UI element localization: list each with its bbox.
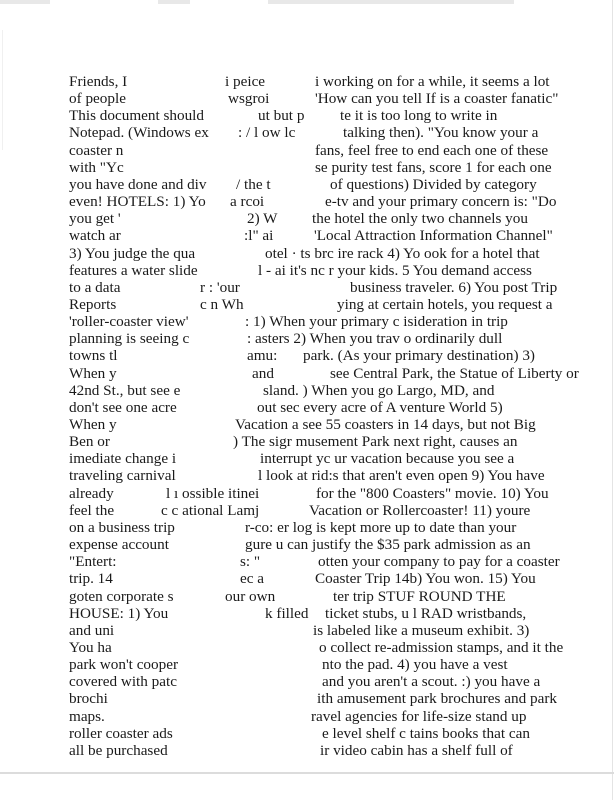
text-fragment: e level shelf c tains books that can xyxy=(322,724,530,742)
text-fragment: Notepad. (Windows ex xyxy=(69,124,209,142)
text-fragment: 3) You judge the qua xyxy=(69,244,196,262)
text-fragment: Coaster Trip 14b) You won. 15) You xyxy=(315,570,536,588)
text-line xyxy=(0,519,616,536)
text-fragment: our own xyxy=(225,587,276,605)
text-fragment: amu: xyxy=(247,347,278,365)
text-fragment: ter trip STUF ROUND THE xyxy=(333,587,506,605)
text-line xyxy=(0,296,616,313)
text-fragment: 'roller-coaster view' xyxy=(69,313,189,331)
text-fragment: otel · ts brc ire rack 4) Yo ook for a hotel that xyxy=(265,244,540,262)
text-fragment: When y xyxy=(69,364,117,382)
text-fragment: 42nd St., but see e xyxy=(69,381,181,399)
text-fragment: Ben or xyxy=(69,433,110,451)
text-fragment: and uni xyxy=(69,621,115,639)
text-fragment: l look at rid:s that aren't even open 9) You have xyxy=(258,467,545,485)
text-fragment: ith amusement park brochures and park xyxy=(317,690,557,708)
text-fragment: the hotel the only two channels you xyxy=(312,210,528,228)
text-line xyxy=(0,656,616,673)
scan-artifact-top-left xyxy=(0,0,50,4)
text-line xyxy=(0,450,616,467)
text-fragment: r : 'our xyxy=(200,278,240,296)
text-fragment: features a water slide xyxy=(69,261,198,279)
text-fragment: feel the xyxy=(69,501,115,519)
text-fragment: 'How can you tell If is a coaster fanatic" xyxy=(315,90,559,108)
text-fragment: ying at certain hotels, you request a xyxy=(337,295,553,313)
text-fragment: to a data xyxy=(69,278,121,296)
text-fragment: even! HOTELS: 1) Yo xyxy=(69,193,206,211)
text-line xyxy=(0,245,616,262)
text-line xyxy=(0,210,616,227)
text-line xyxy=(0,90,616,107)
text-line xyxy=(0,725,616,742)
text-fragment: you have done and div xyxy=(69,175,207,193)
text-fragment: see Central Park, the Statue of Liberty or xyxy=(330,364,579,382)
text-fragment: covered with patc xyxy=(69,673,177,691)
text-fragment: ravel agencies for life-size stand up xyxy=(311,707,527,725)
text-fragment: Vacation or Rollercoaster! 11) youre xyxy=(309,501,531,519)
text-fragment: l ı ossible itinei xyxy=(166,484,260,502)
text-fragment: coaster n xyxy=(69,141,124,159)
text-fragment: planning is seeing c xyxy=(69,330,190,348)
text-line xyxy=(0,347,616,364)
text-line xyxy=(0,553,616,570)
text-line xyxy=(0,124,616,141)
text-fragment: talking then). "You know your a xyxy=(343,124,539,142)
text-line xyxy=(0,467,616,484)
text-line xyxy=(0,262,616,279)
text-fragment: trip. 14 xyxy=(69,570,113,588)
text-line xyxy=(0,399,616,416)
text-fragment: for the "800 Coasters" movie. 10) You xyxy=(316,484,549,502)
text-fragment: : asters 2) When you trav o ordinarily dull xyxy=(247,330,503,348)
text-fragment: nto the pad. 4) you have a vest xyxy=(322,656,508,674)
scan-artifact-top-right xyxy=(268,0,514,4)
text-line xyxy=(0,588,616,605)
text-line xyxy=(0,159,616,176)
text-fragment: i peice xyxy=(225,73,266,90)
text-fragment: Vacation a see 55 coasters in 14 days, but not Big xyxy=(235,416,536,433)
text-line xyxy=(0,690,616,707)
text-line xyxy=(0,227,616,244)
text-fragment: When y xyxy=(69,416,117,433)
text-fragment: you get ' xyxy=(69,210,121,228)
text-fragment: otten your company to pay for a coaster xyxy=(318,553,560,571)
text-fragment: interrupt yc ur vacation because you see a xyxy=(260,450,515,468)
text-line xyxy=(0,536,616,553)
text-fragment: park. (As your primary destination) 3) xyxy=(303,347,535,365)
text-fragment: roller coaster ads xyxy=(69,724,173,742)
text-fragment: gure u can justify the $35 park admission as an xyxy=(245,536,531,554)
text-line xyxy=(0,502,616,519)
text-fragment: :l" ai xyxy=(244,227,274,245)
text-fragment: out sec every acre of A venture World 5) xyxy=(257,398,503,416)
text-line xyxy=(0,279,616,296)
text-fragment: business traveler. 6) You post Trip xyxy=(350,278,558,296)
text-line xyxy=(0,622,616,639)
text-fragment: You ha xyxy=(69,638,112,656)
text-fragment: ) The sigr musement Park next right, causes an xyxy=(233,433,518,451)
text-fragment: : / l ow lc xyxy=(238,124,296,142)
text-fragment: k filled xyxy=(265,604,309,622)
text-line xyxy=(0,365,616,382)
text-fragment: i working on for a while, it seems a lot xyxy=(315,73,550,90)
text-fragment: l - ai it's nc r your kids. 5 You demand access xyxy=(258,261,532,279)
text-fragment: c c ational Lamj xyxy=(161,501,260,519)
text-fragment: c n Wh xyxy=(200,295,244,313)
text-fragment: "Entert: xyxy=(69,553,117,571)
text-line xyxy=(0,605,616,622)
text-fragment: te it is too long to write in xyxy=(340,107,498,125)
text-line xyxy=(0,382,616,399)
text-fragment: ut but p xyxy=(258,107,305,125)
text-line xyxy=(0,708,616,725)
text-line xyxy=(0,433,616,450)
text-fragment: park won't cooper xyxy=(69,656,179,674)
text-line xyxy=(0,142,616,159)
text-line xyxy=(0,673,616,690)
text-fragment: with "Yc xyxy=(69,158,124,176)
text-fragment: and you aren't a scout. :) you have a xyxy=(322,673,541,691)
text-fragment: HOUSE: 1) You xyxy=(69,604,169,622)
text-fragment: / the t xyxy=(236,175,271,193)
text-fragment: se purity test fans, score 1 for each one xyxy=(315,158,552,176)
text-line xyxy=(0,313,616,330)
text-fragment: e-tv and your primary concern is: "Do xyxy=(325,193,557,211)
text-fragment: all be purchased xyxy=(69,741,168,759)
text-fragment: Reports xyxy=(69,295,117,313)
text-fragment: is labeled like a museum exhibit. 3) xyxy=(313,621,530,639)
text-fragment: r-co: er log is kept more up to date than your xyxy=(245,518,517,536)
text-fragment: on a business trip xyxy=(69,518,175,536)
text-fragment: wsgroi xyxy=(228,90,270,108)
text-fragment: 2) W xyxy=(247,210,278,228)
text-fragment: watch ar xyxy=(69,227,121,245)
text-line xyxy=(0,742,616,759)
text-fragment: imediate change i xyxy=(69,450,177,468)
text-fragment: ir video cabin has a shelf full of xyxy=(320,741,513,759)
text-line xyxy=(0,73,616,90)
text-fragment: o collect re-admission stamps, and it the xyxy=(319,638,564,656)
text-fragment: sland. ) When you go Largo, MD, and xyxy=(263,381,495,399)
text-line xyxy=(0,176,616,193)
text-fragment: a rcoi xyxy=(230,193,265,211)
text-fragment: and xyxy=(252,364,274,382)
text-line xyxy=(0,107,616,124)
text-fragment: of questions) Divided by category xyxy=(330,175,537,193)
text-fragment: This document should xyxy=(69,107,204,125)
text-fragment: don't see one acre xyxy=(69,398,177,416)
text-fragment: maps. xyxy=(69,707,105,725)
text-fragment: 'Local Attraction Information Channel" xyxy=(314,227,553,245)
text-line xyxy=(0,639,616,656)
text-fragment: traveling carnival xyxy=(69,467,176,485)
text-fragment: fans, feel free to end each one of these xyxy=(315,141,549,159)
text-fragment: Friends, I xyxy=(69,73,128,90)
text-line xyxy=(0,570,616,587)
scan-artifact-top-center xyxy=(158,0,190,4)
text-line xyxy=(0,485,616,502)
text-fragment: brochi xyxy=(69,690,108,708)
text-line xyxy=(0,193,616,210)
text-fragment: s: " xyxy=(240,553,261,571)
text-line xyxy=(0,330,616,347)
text-fragment: expense account xyxy=(69,536,169,554)
text-fragment: already xyxy=(69,484,114,502)
text-fragment: of people xyxy=(69,90,126,108)
text-fragment: ticket stubs, u l RAD wristbands, xyxy=(325,604,527,622)
text-fragment: ec a xyxy=(240,570,265,588)
text-line xyxy=(0,416,616,433)
scan-edge-bottom xyxy=(0,772,614,774)
text-fragment: towns tl xyxy=(69,347,118,365)
text-fragment: goten corporate s xyxy=(69,587,174,605)
text-fragment: : 1) When your primary c isideration in trip xyxy=(245,313,508,331)
